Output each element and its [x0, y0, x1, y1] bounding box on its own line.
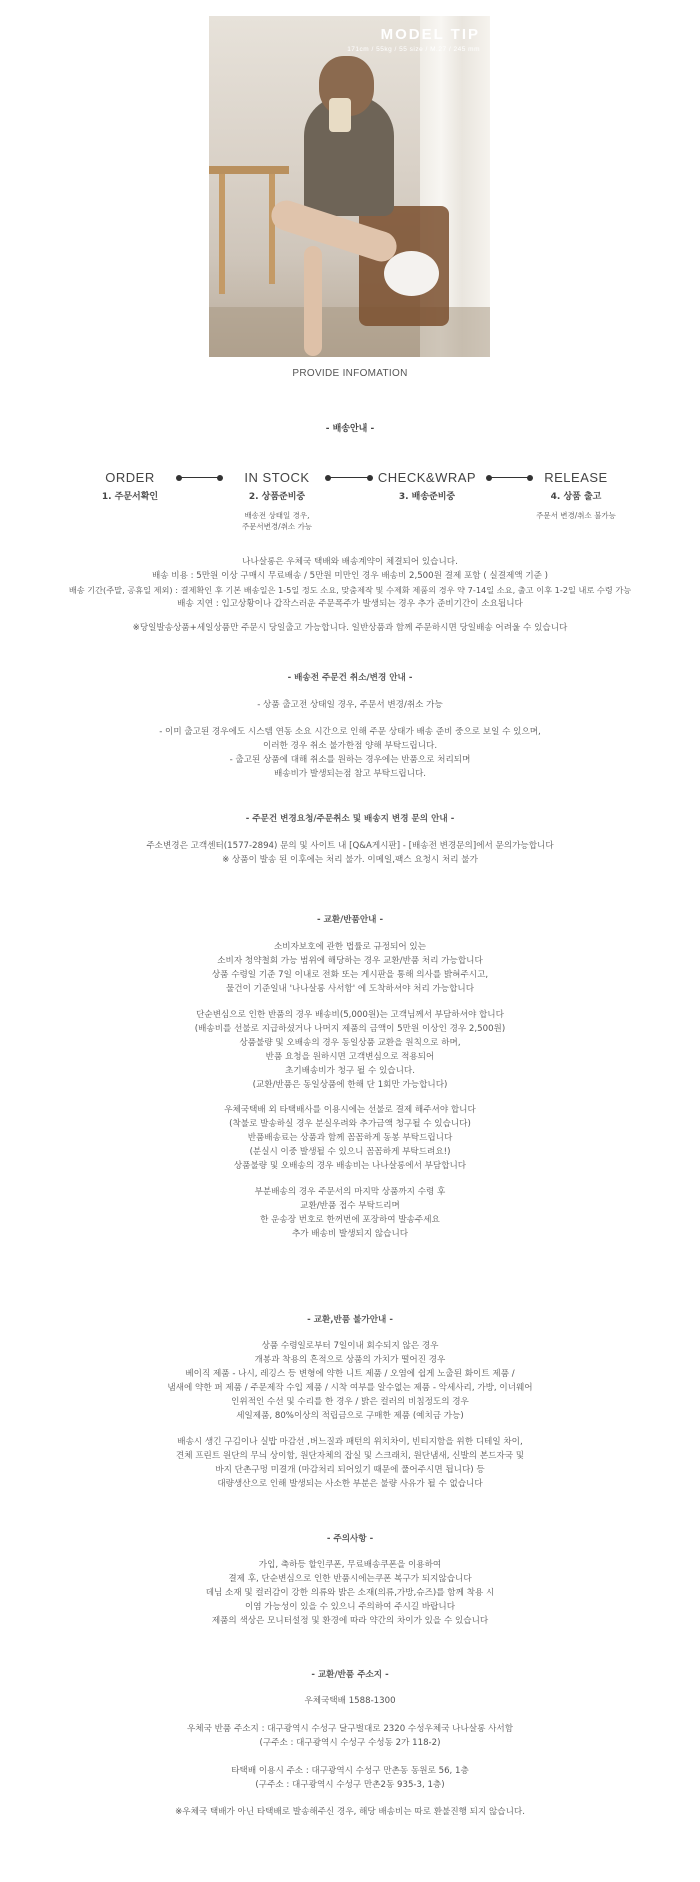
- exchange-paragraph-1: 소비자보호에 관한 법률로 규정되어 있는 소비자 청약철회 가능 범위에 해당하는 경우 교환/반품 처리 가능합니다 상품 수령일 기준 7일 이내로 전화 또는 게시판을 통해 의사를 밝혀주시고, 물건이 기준일내 '나나살롱 사서함' 에 도착하셔야 처리 가능합니다: [211, 942, 489, 994]
- step-order: ORDER 1. 주문서확인: [101, 470, 159, 502]
- step-release: RELEASE 4. 상품 출고 주문서 변경/취소 불가능: [536, 470, 616, 520]
- cancel-info: - 이미 출고된 경우에도 시스템 연동 소요 시간으로 인해 주문 상태가 배송 준비 중으로 보일 수 있으며, 이러한 경우 취소 불가한점 양해 부탁드립니다. - 출고된 상품에 대해 취소를 원하는 경우에는 반품으로 처리되며 배송비가 발생되는점 참고 부탁드립니다.: [159, 727, 541, 779]
- wooden-table: [209, 166, 289, 174]
- step-arrow: [328, 477, 370, 478]
- shipping-note: ※당일발송상품+세일상품만 주문시 당일출고 가능합니다. 일반상품과 함께 주문하시면 당일배송 어려울 수 있습니다: [132, 623, 568, 633]
- shipping-heading: - 배송안내 -: [325, 424, 375, 434]
- exchange-heading: - 교환/반품안내 -: [316, 915, 384, 925]
- no-exchange-paragraph-2: 배송시 생긴 구김이나 실밥 마감선 ,버느질과 패턴의 위치차이, 빈티지함을 위한 디테일 차이, 견체 프린트 원단의 무늬 상이함, 원단자체의 잡실 및 스크래치, 원단냄새, 신발의 본드자국 및 바지 단촌구멍 미결개 (마감처리 되어있기 때문에 풀어주시면 됩니다) 등 대량생산으로 인해 발생되는 사소한 부분은 불량 사유가 될 수 없습니다: [175, 1437, 525, 1489]
- model-tip-title: MODEL TIP: [380, 26, 480, 43]
- exchange-paragraph-4: 부분배송의 경우 주문서의 마지막 상품까지 수령 후 교환/반품 접수 부탁드리며 한 운송장 번호로 한꺼번에 포장하여 발송주세요 추가 배송비 발생되지 않습니다: [254, 1187, 446, 1239]
- step-in-stock: IN STOCK 2. 상품준비중 배송전 상태일 경우, 주문서변경/취소 가능: [241, 470, 313, 531]
- model-photo: [209, 16, 490, 357]
- caution-info: 가입, 축하등 할인쿠폰, 무료배송쿠폰을 이용하여 결제 후, 단순변심으로 인한 반품시에는쿠폰 복구가 되지않습니다 데님 소재 및 컬러감이 강한 의류와 밝은 소재(의류,가방,슈즈)를 함께 착용 시 이염 가능성이 있을 수 있으니 주의하여 주시길 바랍니다 제품의 색상은 모니터설정 및 환경에 따라 약간의 차이가 있을 수 있습니다: [205, 1560, 495, 1626]
- address-heading: - 교환/반품 주소지 -: [311, 1670, 389, 1680]
- inquiry-info: 주소변경은 고객센터(1577-2894) 문의 및 사이트 내 [Q&A게시판] - [배송전 변경문의]에서 문의가능합니다 ※ 상품이 발송 된 이후에는 처리 불가. 이메일,팩스 요청시 처리 불가: [146, 841, 554, 865]
- exchange-paragraph-3: 우체국택배 외 타택배사를 이용시에는 선불로 결제 해주셔야 합니다 (착불로 발송하실 경우 분실우려와 추가금액 청구될 수 있습니다) 반품배송료는 상품과 함께 꼼꼼하게 동봉 부탁드립니다 (분실시 이중 발생될 수 있으니 꼼꼼하게 부탁드려요!) 상품불량 및 오배송의 경우 배송비는 나나살롱에서 부담합니다: [224, 1105, 476, 1171]
- model-tip-subtitle: 171cm / 55kg / 55 size / M.27 / 245 mm: [347, 46, 480, 53]
- no-exchange-paragraph-1: 상품 수령일로부터 7일이내 회수되지 않은 경우 개봉과 착용의 흔적으로 상품의 가치가 떨어진 경우 베이직 제품 - 나시, 레깅스 등 변형에 약한 니트 제품 / 오염에 쉽게 노출된 화이트 제품 / 냄새에 약한 퍼 제품 / 주문제작 수입 제품 / 시착 여부를 알수없는 제품 - 악세사리, 가방, 이너웨어 인위적인 수선 및 수리를 한 경우 / 밝은 컬러의 비침정도의 경우 세일제품, 80%이상의 적립금으로 구매한 제품 (예치금 가능): [167, 1341, 533, 1421]
- address-post: 우체국 반품 주소지 : 대구광역시 수성구 달구벌대로 2320 수성우체국 나나살롱 사서함 (구주소 : 대구광역시 수성구 수성동 2가 118-2): [186, 1724, 514, 1748]
- step-arrow: [179, 477, 220, 478]
- exchange-paragraph-2: 단순변심으로 인한 반품의 경우 배송비(5,000원)는 고객님께서 부담하셔야 합니다 (배송비를 선불로 지급하셨거나 나머지 제품의 금액이 5만원 이상인 경우 2,500원) 상품불량 및 오배송의 경우 동일상품 교환을 원칙으로 하며, 반품 요청을 원하시면 고객변심으로 적용되어 초기배송비가 청구 될 수 있습니다. (교환/반품은 동일상품에 한해 단 1회만 가능합니다): [194, 1010, 506, 1090]
- cancel-first: - 상품 출고전 상태일 경우, 주문서 변경/취소 가능: [257, 700, 443, 710]
- caution-heading: - 주의사항 -: [326, 1534, 374, 1544]
- shipping-info: 나나살롱은 우체국 택배와 배송계약이 체결되어 있습니다. 배송 비용 : 5만원 이상 구매시 무료배송 / 5만원 미만인 경우 배송비 2,500원 결제 포함 ( 실결제액 기준 ) 배송 기간(주말, 공휴일 제외) : 결제확인 후 기본 배송일은 1-5일 정도 소요, 맞춤제작 및 수제화 제품의 경우 약 7-14일 소요, 출고 이후 1-2일 내로 수령 가능 배송 지연 : 입고상황이나 갑작스러운 주문폭주가 발생되는 경우 추가 준비기간이 소요됩니다: [68, 557, 632, 609]
- cancel-heading: - 배송전 주문건 취소/변경 안내 -: [287, 673, 413, 683]
- address-courier: 우체국택배 1588-1300: [304, 1696, 396, 1706]
- address-note: ※우체국 택배가 아닌 타택배로 발송해주신 경우, 해당 배송비는 따로 환불진행 되지 않습니다.: [175, 1807, 525, 1817]
- provide-information-label: PROVIDE INFOMATION: [292, 368, 408, 379]
- address-other: 타택배 이용시 주소 : 대구광역시 수성구 만촌동 동원로 56, 1층 (구주소 : 대구광역시 수성구 만촌2동 935-3, 1층): [231, 1766, 469, 1790]
- no-exchange-heading: - 교환,반품 불가안내 -: [307, 1315, 393, 1325]
- step-check-wrap: CHECK&WRAP 3. 배송준비중: [377, 470, 477, 502]
- phone: [329, 98, 351, 132]
- fur-bag: [384, 251, 439, 296]
- inquiry-heading: - 주문건 변경요청/주문취소 및 배송지 변경 문의 안내 -: [245, 814, 455, 824]
